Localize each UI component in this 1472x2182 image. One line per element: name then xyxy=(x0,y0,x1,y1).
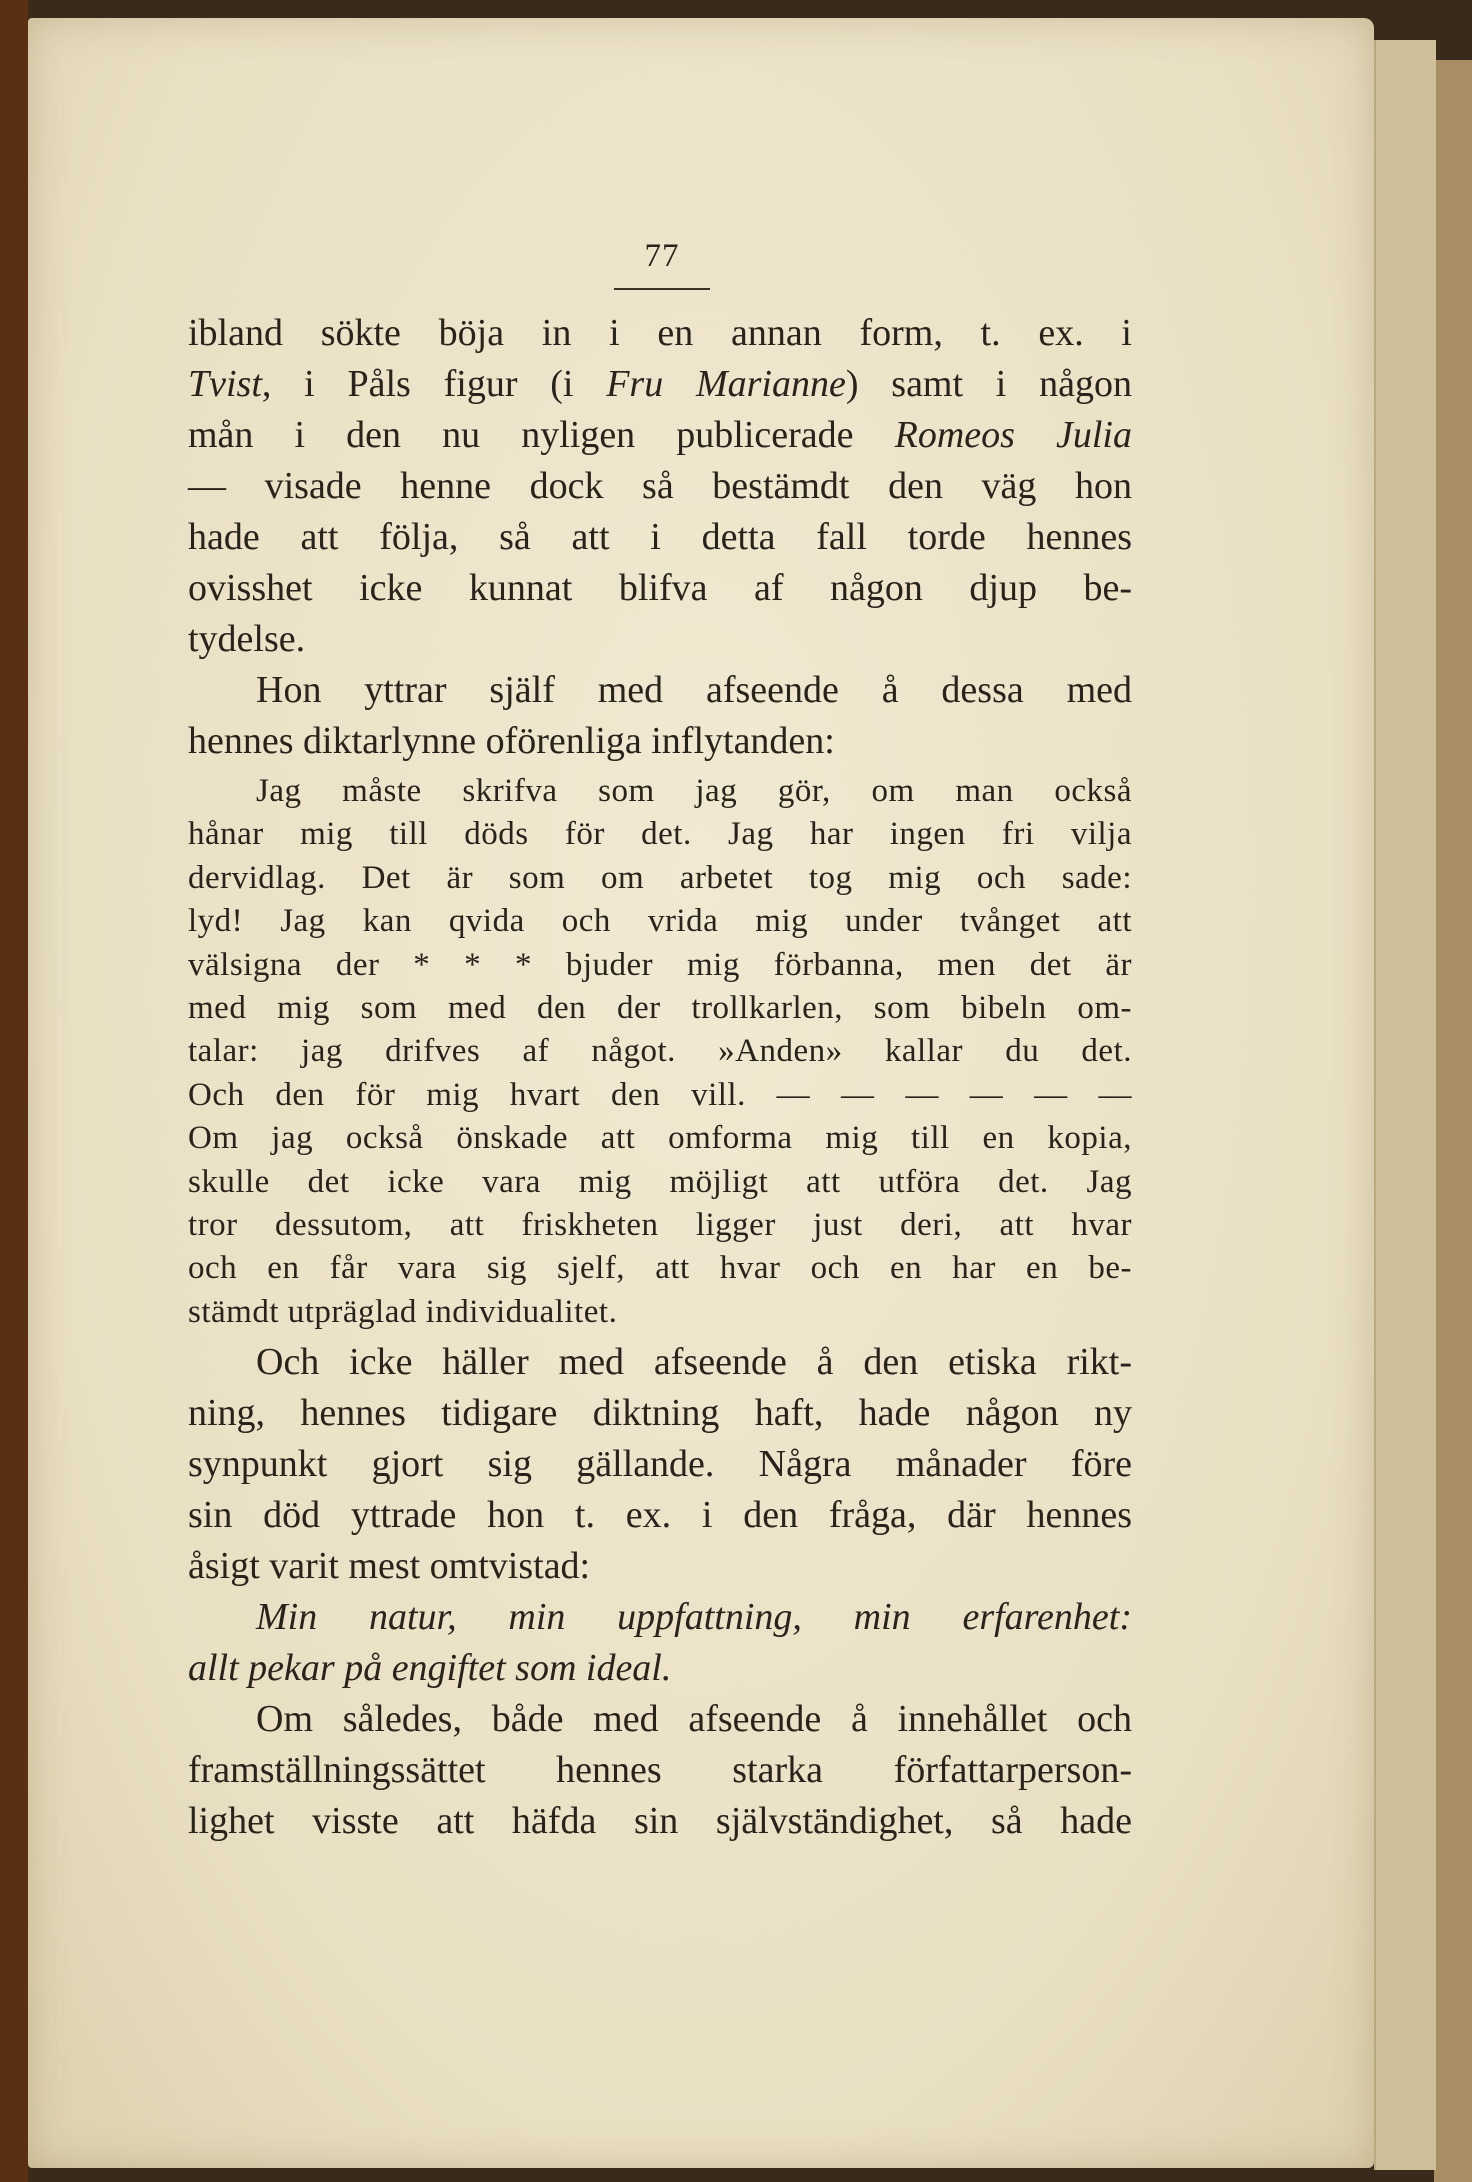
page-stack-edge xyxy=(1374,40,1436,2170)
page-text xyxy=(188,236,1132,1847)
title-tvist: Tvist xyxy=(188,363,262,405)
text-line: — visade henne dock så bestämdt den väg hon xyxy=(188,465,1132,507)
paragraph-4 xyxy=(188,1694,1132,1847)
book-spine xyxy=(0,0,28,2182)
text-line: ibland sökte böja in i en annan form, t. ex. i xyxy=(188,312,1132,354)
next-page-edge xyxy=(1434,60,1472,2182)
text-line: hennes diktarlynne oförenliga inflytanden: xyxy=(188,720,835,762)
block-quote xyxy=(188,770,1132,1334)
text-line: lighet visste att häfda sin självständighet, så hade xyxy=(188,1800,1132,1843)
text-line: Och icke häller med afseende å den etiska rikt- xyxy=(256,1341,1132,1384)
italic-line: allt pekar på engiftet som ideal. xyxy=(188,1647,672,1690)
quote-line: och en får vara sig sjelf, att hvar och en har en be- xyxy=(188,1250,1132,1287)
quote-line: stämdt utpräglad individualitet. xyxy=(188,1293,618,1330)
paragraph-2 xyxy=(188,665,1132,767)
text-line: tydelse. xyxy=(188,618,306,660)
quote-line: skulle det icke vara mig möjligt att utföra det. Jag xyxy=(188,1163,1132,1200)
italic-quote xyxy=(188,1592,1132,1694)
text-line: mån i den nu nyligen publicerade Romeos Julia xyxy=(188,414,1132,456)
text-line: sin död yttrade hon t. ex. i den fråga, där hennes xyxy=(188,1494,1132,1537)
text-line: ovisshet icke kunnat blifva af någon djup be- xyxy=(188,567,1132,609)
quote-line: Och den för mig hvart den vill. — — — — — — xyxy=(188,1076,1132,1113)
quote-line: tror dessutom, att friskheten ligger just deri, att hvar xyxy=(188,1206,1132,1243)
text-line: framställningssättet hennes starka författarperson- xyxy=(188,1749,1132,1792)
text-line: ning, hennes tidigare diktning haft, hade någon ny xyxy=(188,1392,1132,1435)
paragraph-3 xyxy=(188,1337,1132,1592)
text-line: åsigt varit mest omtvistad: xyxy=(188,1545,591,1588)
quote-line: med mig som med den der trollkarlen, som bibeln om- xyxy=(188,989,1132,1026)
text-line: Hon yttrar själf med afseende å dessa med xyxy=(256,669,1132,711)
text-line: Om således, både med afseende å innehållet och xyxy=(256,1698,1132,1741)
title-romeos-julia: Romeos Julia xyxy=(894,414,1132,456)
text-line: Tvist, i Påls figur (i Fru Marianne) samt i någon xyxy=(188,363,1132,405)
title-fru-marianne: Fru Marianne xyxy=(606,363,846,405)
quote-line: hånar mig till döds för det. Jag har ingen fri vilja xyxy=(188,816,1132,853)
page-number: 77 xyxy=(644,238,680,274)
quote-line: lyd! Jag kan qvida och vrida mig under tvånget att xyxy=(188,903,1132,940)
quote-line: dervidlag. Det är som om arbetet tog mig och sade: xyxy=(188,859,1132,896)
quote-line: talar: jag drifves af något. »Anden» kallar du det. xyxy=(188,1033,1132,1070)
text-line: hade att följa, så att i detta fall torde hennes xyxy=(188,516,1132,558)
text-line: synpunkt gjort sig gällande. Några månader före xyxy=(188,1443,1132,1486)
quote-line: Jag måste skrifva som jag gör, om man också xyxy=(256,773,1132,809)
italic-line: Min natur, min uppfattning, min erfarenhet: xyxy=(256,1596,1132,1639)
quote-line: Om jag också önskade att omforma mig till en kopia, xyxy=(188,1120,1132,1157)
paragraph-1 xyxy=(188,308,1132,665)
quote-line: välsigna der * * * bjuder mig förbanna, men det är xyxy=(188,946,1132,983)
